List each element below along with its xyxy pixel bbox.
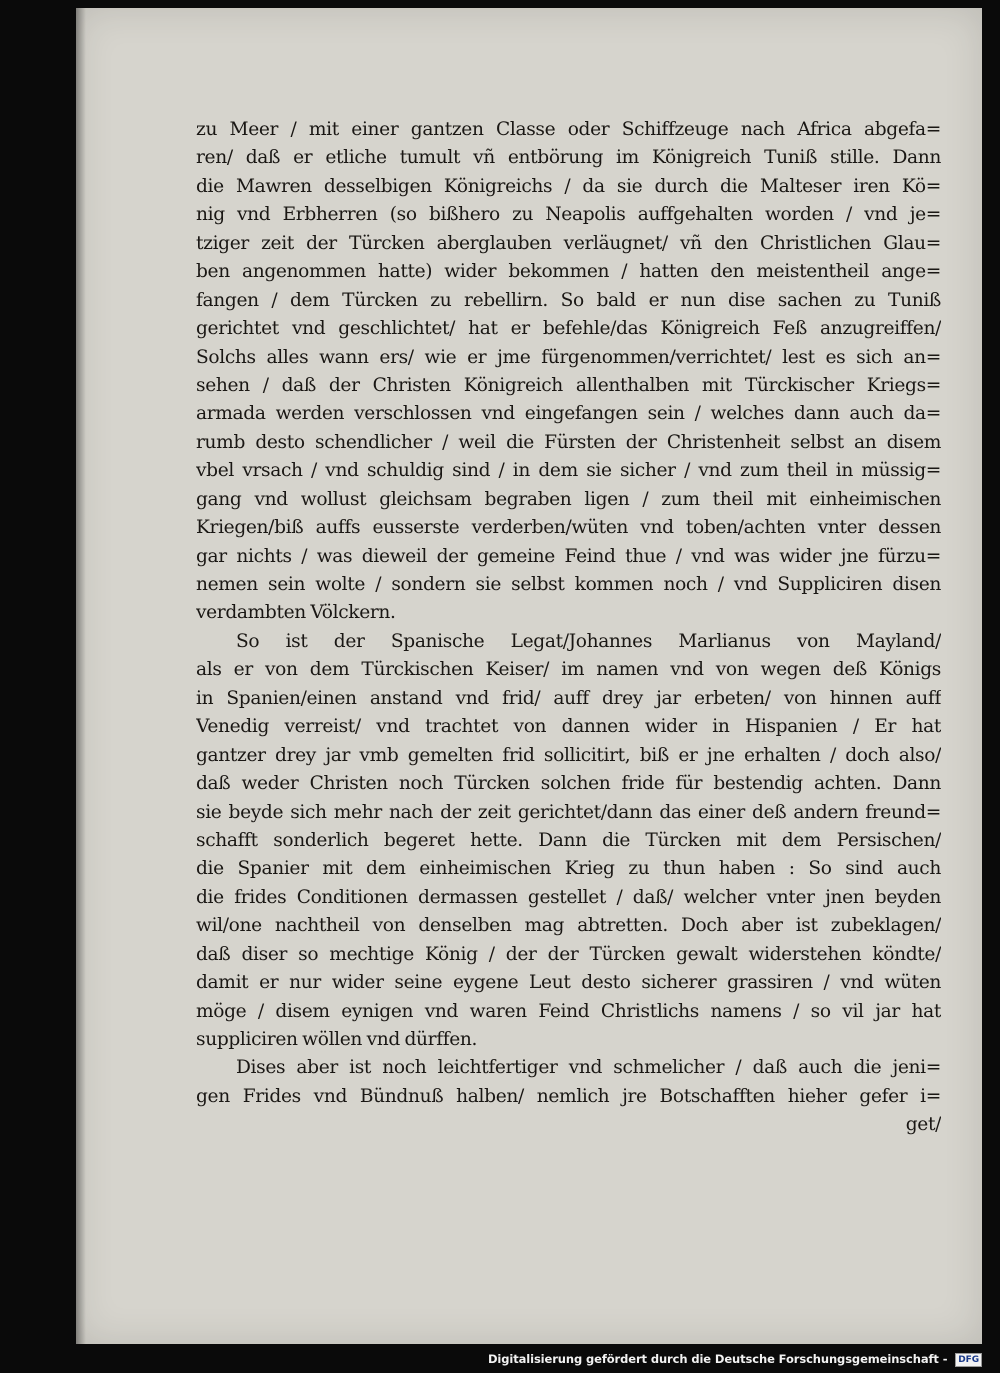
text-line: ben angenommen hatte) wider bekommen / hatten den meistentheil ange= <box>196 261 941 283</box>
text-line: Dises aber ist noch leichtfertiger vnd schmelicher / daß auch die jeni= <box>236 1057 941 1079</box>
text-line: sie beyde sich mehr nach der zeit gerichtet/dann das einer deß andern freund= <box>196 801 941 823</box>
text-line: tziger zeit der Türcken aberglauben verläugnet/ vñ den Christlichen Glau= <box>196 232 941 254</box>
text-line: gar nichts / was dieweil der gemeine Feind thue / vnd was wider jne fürzu= <box>196 545 941 567</box>
footer-credit <box>0 1352 982 1367</box>
text-line: die Spanier mit dem einheimischen Krieg zu thun haben : So sind auch <box>196 858 941 880</box>
text-line: damit er nur wider seine eygene Leut desto sicherer grassiren / vnd wüten <box>196 972 941 994</box>
text-line: vbel vrsach / vnd schuldig sind / in dem sie sicher / vnd zum theil in müssig= <box>196 460 941 482</box>
text-line: gerichtet vnd geschlichtet/ hat er befehle/das Königreich Feß anzugreiffen/ <box>196 318 941 340</box>
text-line: möge / disem eynigen vnd waren Feind Christlichs namens / so vil jar hat <box>196 1000 941 1022</box>
text-line: schafft sonderlich begeret hette. Dann die Türcken mit dem Persischen/ <box>196 829 941 851</box>
text-line: Solchs alles wann ers/ wie er jme fürgenommen/verrichtet/ lest es sich an= <box>196 346 941 368</box>
text-line: die frides Conditionen dermassen gestellet / daß/ welcher vnter jnen beyden <box>196 886 941 908</box>
text-line: daß weder Christen noch Türcken solchen fride für bestendig achten. Dann <box>196 773 941 795</box>
text-line: daß diser so mechtige König / der der Türcken gewalt widerstehen köndte/ <box>196 943 941 965</box>
text-line: nig vnd Erbherren (so bißhero zu Neapolis auffgehalten worden / vnd je= <box>196 204 941 226</box>
footer-credit-text: Digitalisierung gefördert durch die Deutsche Forschungsgemeinschaft - <box>487 1352 948 1366</box>
text-line: fangen / dem Türcken zu rebellirn. So bald er nun dise sachen zu Tuniß <box>196 289 941 311</box>
text-line: gantzer drey jar vmb gemelten frid sollicitirt, biß er jne erhalten / doch also/ <box>196 744 941 766</box>
dfg-logo: DFG <box>955 1353 982 1367</box>
text-line: armada werden verschlossen vnd eingefangen sein / welches dann auch da= <box>196 403 941 425</box>
text-line: ren/ daß er etliche tumult vñ entbörung im Königreich Tuniß stille. Dann <box>196 147 941 169</box>
text-line: gen Frides vnd Bündnuß halben/ nemlich jre Botschafften hieher gefer i= <box>196 1085 941 1107</box>
text-line: wil/one nachtheil von denselben mag abtretten. Doch aber ist zubeklagen/ <box>196 915 941 937</box>
text-line: Venedig verreist/ vnd trachtet von dannen wider in Hispanien / Er hat <box>196 716 941 738</box>
text-line: in Spanien/einen anstand vnd frid/ auff drey jar erbeten/ von hinnen auff <box>196 687 941 709</box>
text-line: zu Meer / mit einer gantzen Classe oder Schiffzeuge nach Africa abgefa= <box>196 119 941 140</box>
text-line: get/ <box>905 1114 941 1136</box>
text-line: So ist der Spanische Legat/Johannes Marlianus von Mayland/ <box>236 630 941 652</box>
text-line: als er von dem Türckischen Keiser/ im namen vnd von wegen deß Königs <box>196 659 941 681</box>
scanned-page <box>76 8 982 1344</box>
text-line: gang vnd wollust gleichsam begraben ligen / zum theil mit einheimischen <box>196 488 941 510</box>
text-line: suppliciren wöllen vnd dürffen. <box>196 1029 478 1050</box>
text-line: verdambten Völckern. <box>196 602 396 624</box>
text-line: sehen / daß der Christen Königreich allenthalben mit Türckischer Kriegs= <box>196 374 941 396</box>
text-line: Kriegen/biß auffs eusserste verderben/wüten vnd toben/achten vnter dessen <box>196 517 941 539</box>
text-line: die Mawren desselbigen Königreichs / da sie durch die Malteser iren Kö= <box>196 175 941 197</box>
body-text <box>196 116 941 1140</box>
text-line: nemen sein wolte / sondern sie selbst kommen noch / vnd Suppliciren disen <box>196 574 941 595</box>
text-line: rumb desto schendlicher / weil die Fürsten der Christenheit selbst an disem <box>196 431 941 453</box>
